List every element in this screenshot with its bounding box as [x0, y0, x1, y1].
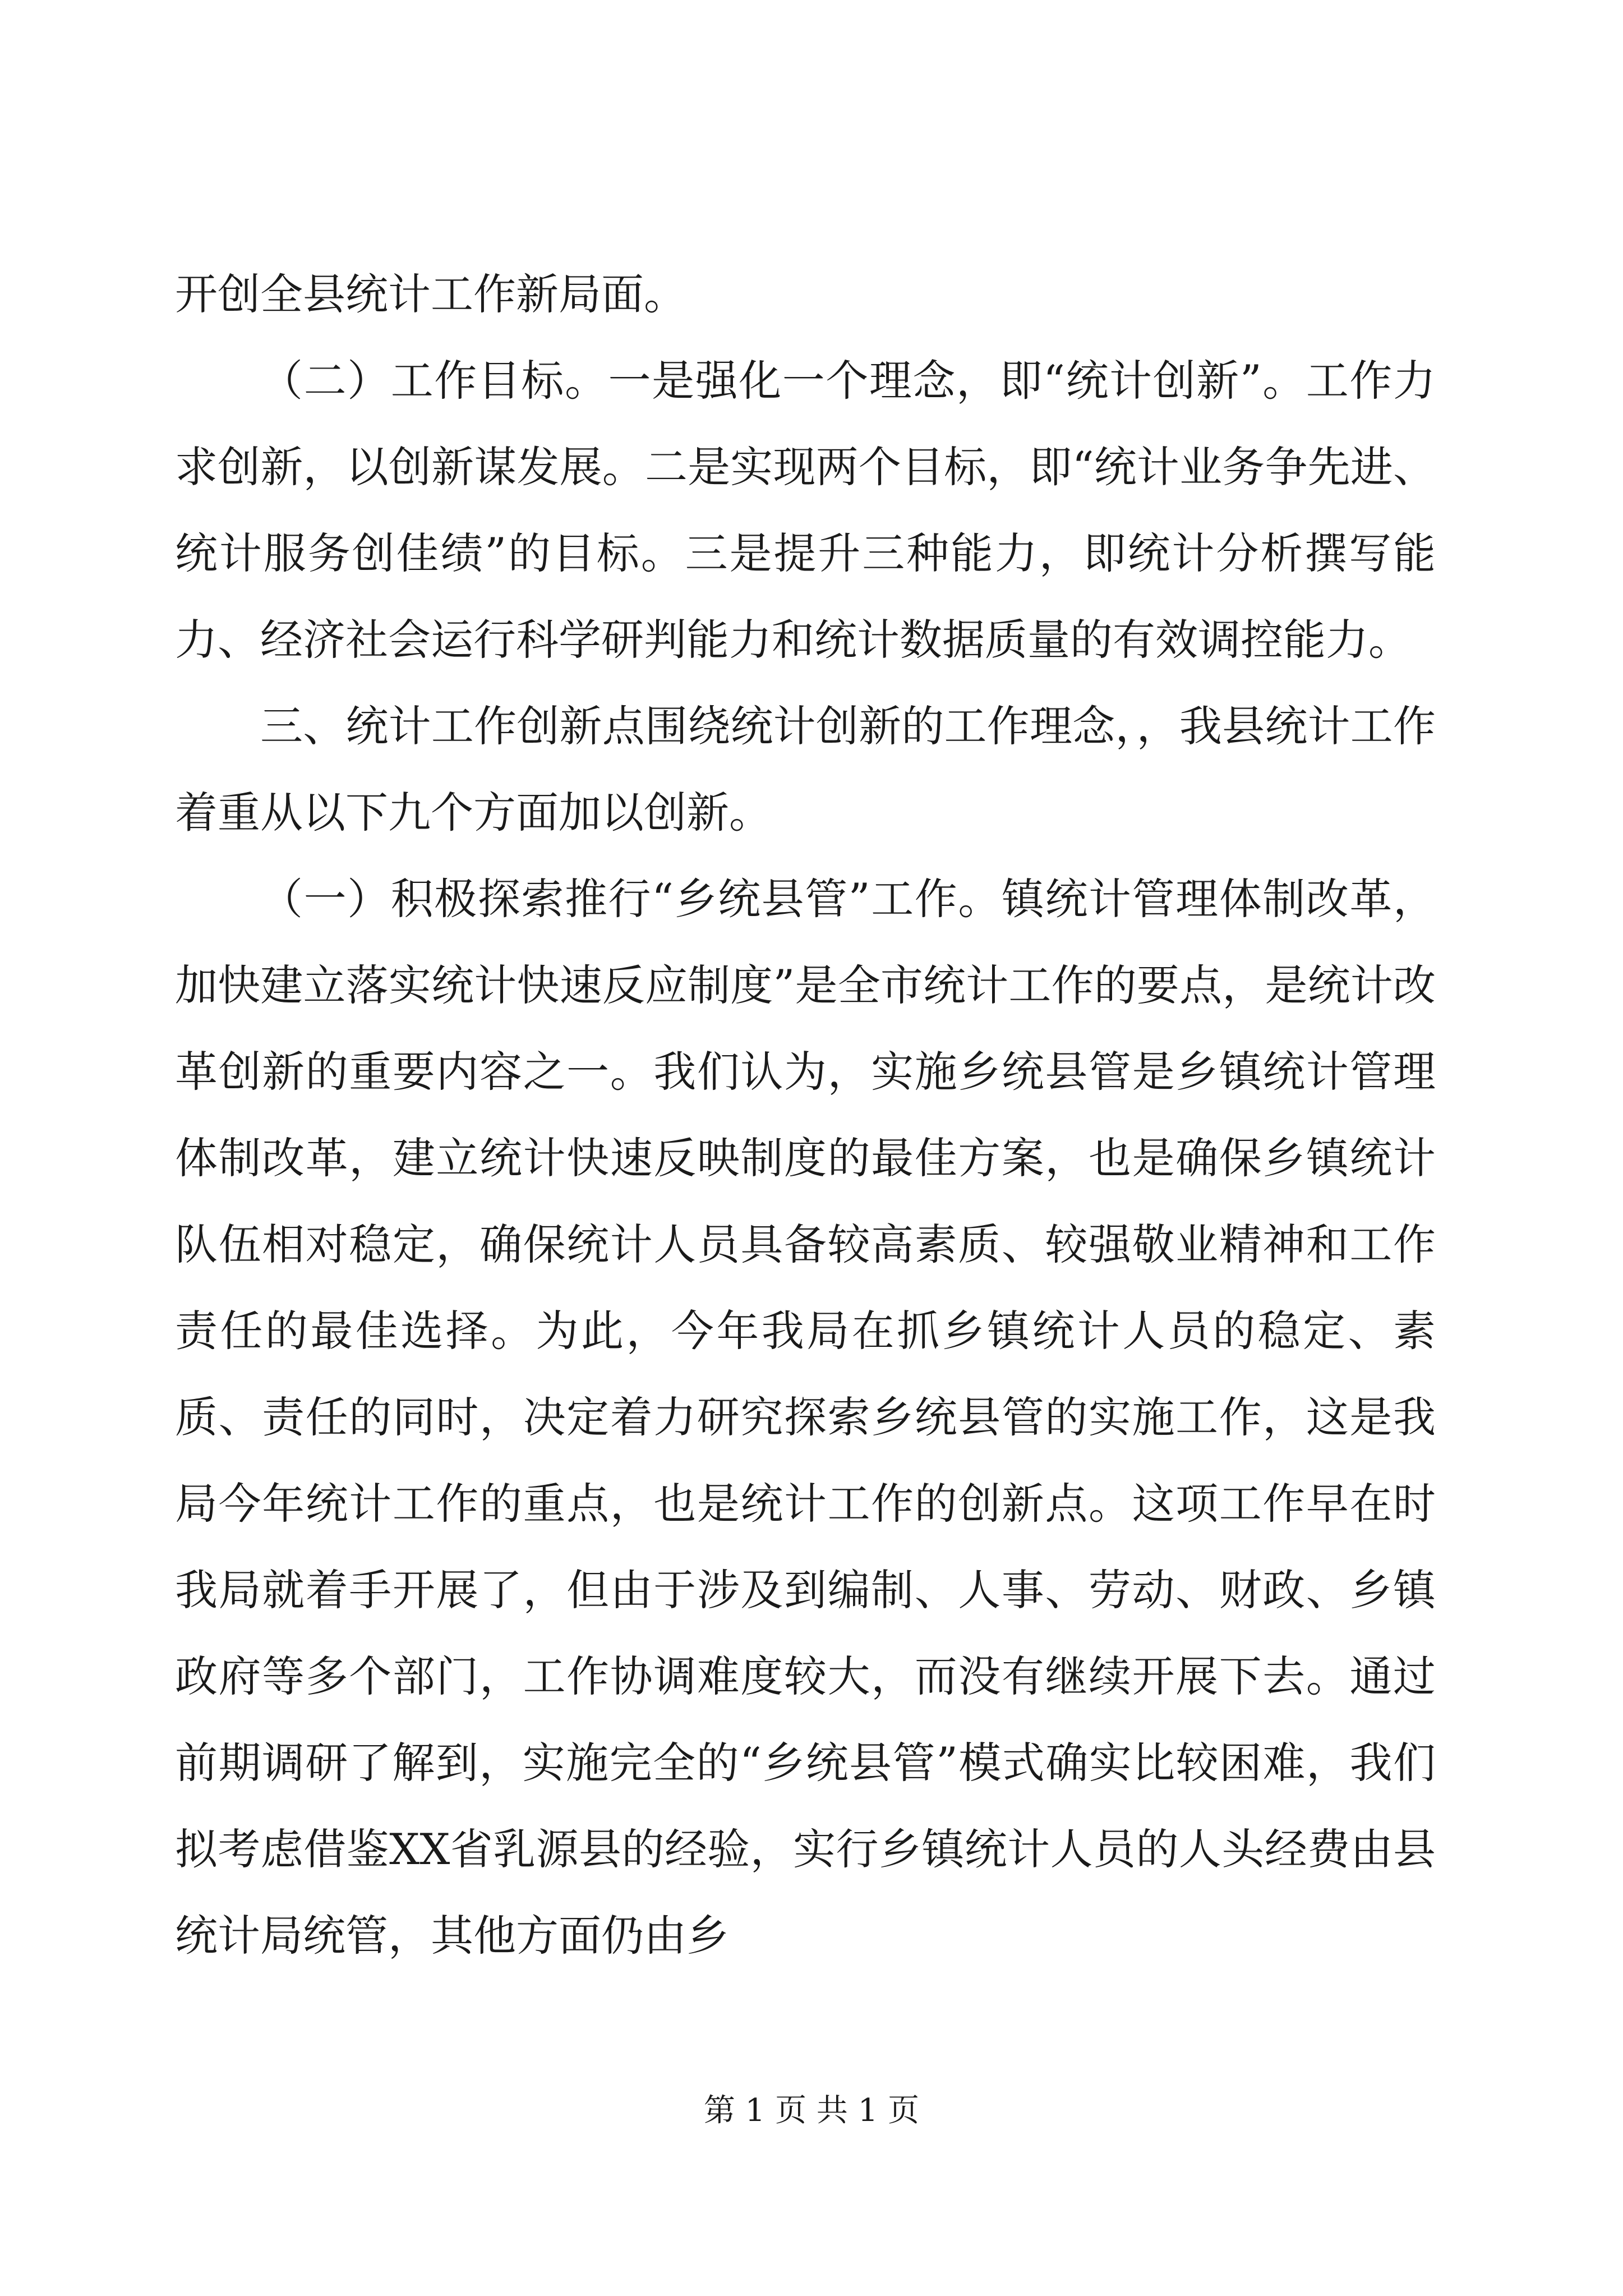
paragraph-innovation-points: 三、统计工作创新点围绕统计创新的工作理念，，我县统计工作着重从以下九个方面加以创新。 [175, 701, 1436, 838]
page-footer: 第 1 页 共 1 页 [703, 2092, 920, 2129]
paragraph-continuation: 开创全县统计工作新局面。 [175, 269, 686, 319]
document-body [175, 251, 1436, 1979]
paragraph-township-management: （一）积极探索推行“乡统县管”工作。镇统计管理体制改革，加快建立落实统计快速反应制度”是全市统计工作的要点，是统计改革创新的重要内容之一。我们认为，实施乡统县管是乡镇统计管理体制改革，建立统计快速反映制度的最佳方案，也是确保乡镇统计队伍相对稳定，确保统计人员具备较高素质、较强敬业精神和工作责任的最佳选择。为此，今年我局在抓乡镇统计人员的稳定、素质、责任的同时，决定着力研究探索乡统县管的实施工作，这是我局今年统计工作的重点，也是统计工作的创新点。这项工作早在时我局就着手开展了，但由于涉及到编制、人事、劳动、财政、乡镇政府等多个部门，工作协调难度较大，而没有继续开展下去。通过前期调研了解到，实施完全的“乡统县管”模式确实比较困难，我们拟考虑借鉴XX省乳源县的经验，实行乡镇统计人员的人头经费由县统计局统管，其他方面仍由乡 [175, 874, 1436, 1961]
paragraph-work-goals: （二）工作目标。一是强化一个理念，即“统计创新”。工作力求创新，以创新谋发展。二是实现两个目标，即“统计业务争先进、统计服务创佳绩”的目标。三是提升三种能力，即统计分析撰写能力、经济社会运行科学研判能力和统计数据质量的有效调控能力。 [175, 356, 1436, 665]
